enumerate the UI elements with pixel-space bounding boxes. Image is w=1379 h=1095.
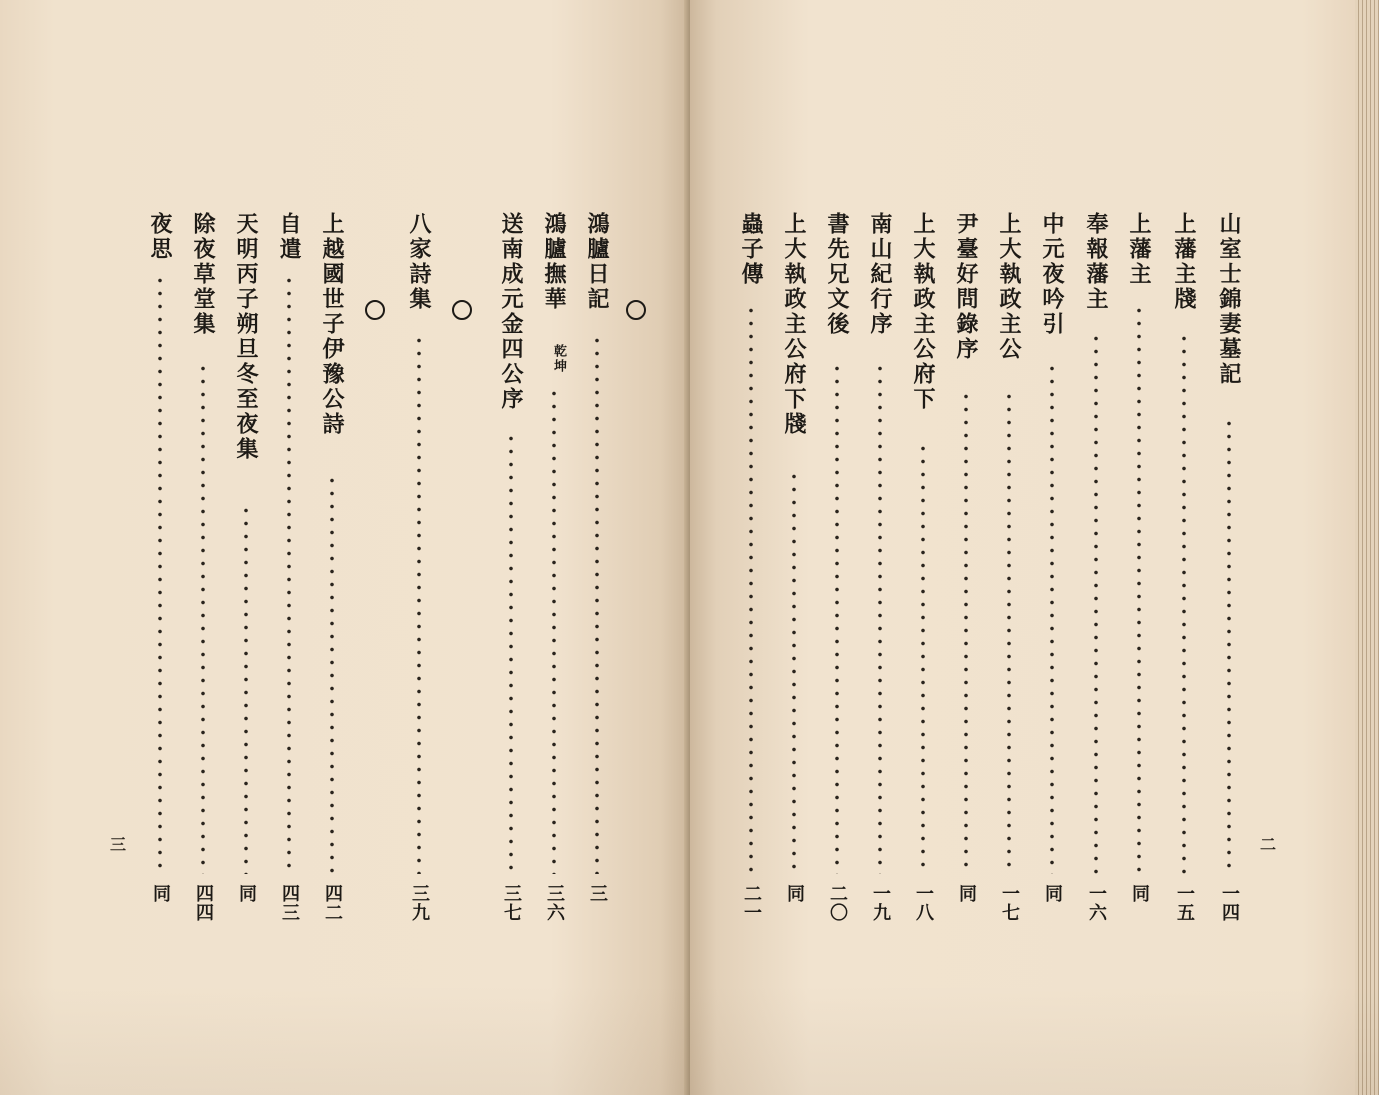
entry-page: 三九: [409, 884, 430, 922]
toc-entry: [229, 212, 263, 922]
entry-page: 三七: [501, 884, 522, 922]
toc-entry: [537, 212, 571, 922]
dot-leader: [330, 474, 334, 874]
entry-title: 送南成元金四公序: [498, 212, 524, 412]
entry-page: 同: [236, 884, 257, 903]
toc-entry: [494, 212, 528, 922]
entry-page: 同: [784, 884, 805, 903]
entry-page: 四三: [279, 884, 300, 922]
section-circle-mark: [365, 300, 385, 320]
entry-page: 二〇: [827, 884, 848, 922]
entry-title: 尹臺好問錄序: [953, 212, 979, 362]
entry-title: 上越國世子伊豫公詩: [319, 212, 345, 437]
entry-page: 同: [956, 884, 977, 903]
dot-leader: [1007, 390, 1011, 874]
dot-leader: [1182, 332, 1186, 874]
entry-title: 蟲子傳: [738, 212, 764, 287]
toc-entry: [734, 212, 768, 922]
entry-note: 乾坤: [551, 344, 566, 374]
entry-title: 鴻臚撫華: [541, 212, 567, 312]
toc-entry: [863, 212, 897, 922]
entry-page: 一六: [1086, 884, 1107, 922]
toc-entry: [402, 212, 436, 922]
left-page: [0, 0, 688, 1095]
entry-page: 一七: [999, 884, 1020, 922]
toc-entry: [1212, 212, 1246, 922]
entry-page: 三六: [544, 884, 565, 922]
page-number: 二: [1260, 835, 1277, 854]
entry-title: 上大執政主公府下牋: [781, 212, 807, 437]
entry-title: 南山紀行序: [867, 212, 893, 337]
entry-title: 除夜草堂集: [190, 212, 216, 337]
toc-entry: [1167, 212, 1201, 922]
toc-entry: [315, 212, 349, 922]
entry-title: 書先兄文後: [824, 212, 850, 337]
entry-title: 上藩主: [1126, 212, 1152, 287]
dot-leader: [417, 334, 421, 874]
dot-leader: [552, 387, 556, 874]
entry-title: 中元夜吟引: [1039, 212, 1065, 337]
entry-page: 同: [150, 884, 171, 903]
dot-leader: [878, 362, 882, 874]
dot-leader: [1137, 304, 1141, 874]
dot-leader: [1050, 362, 1054, 874]
page-number: 三: [110, 835, 127, 854]
toc-entry: [992, 212, 1026, 922]
dot-leader: [921, 442, 925, 874]
entry-title: 上大執政主公府下: [910, 212, 936, 412]
entry-title: 上藩主牋: [1171, 212, 1197, 312]
dot-leader: [964, 390, 968, 874]
toc-entry: [580, 212, 614, 922]
toc-entry: [1035, 212, 1069, 922]
toc-entry: [143, 212, 177, 922]
dot-leader: [201, 362, 205, 874]
dot-leader: [749, 304, 753, 874]
entry-title: 八家詩集: [406, 212, 432, 312]
dot-leader: [1227, 417, 1231, 874]
dot-leader: [509, 432, 513, 874]
entry-title: 自遣: [276, 212, 302, 262]
entry-page: 四二: [322, 884, 343, 922]
entry-page: 同: [1042, 884, 1063, 903]
entry-page: 一九: [870, 884, 891, 922]
right-page: [690, 0, 1355, 1095]
dot-leader: [595, 334, 599, 874]
toc-entry: [820, 212, 854, 922]
toc-entry: [1122, 212, 1156, 922]
dot-leader: [244, 504, 248, 874]
dot-leader: [158, 274, 162, 874]
entry-page: 一四: [1219, 884, 1240, 922]
toc-entry: [186, 212, 220, 922]
entry-title: 上大執政主公: [996, 212, 1022, 362]
entry-title: 奉報藩主: [1083, 212, 1109, 312]
entry-title: 夜思: [147, 212, 173, 262]
entry-page: 三: [587, 884, 608, 903]
entry-title: 鴻臚日記: [584, 212, 610, 312]
entry-page: 一八: [913, 884, 934, 922]
dot-leader: [792, 470, 796, 874]
section-circle-mark: [626, 300, 646, 320]
entry-page: 二一: [741, 884, 762, 922]
entry-page: 一五: [1174, 884, 1195, 922]
toc-entry: [1079, 212, 1113, 922]
entry-title: 山室士錦妻墓記: [1216, 212, 1242, 387]
entry-page: 同: [1129, 884, 1150, 903]
dot-leader: [835, 362, 839, 874]
entry-page: 四四: [193, 884, 214, 922]
dot-leader: [1094, 332, 1098, 874]
dot-leader: [287, 274, 291, 874]
toc-entry: [777, 212, 811, 922]
toc-entry: [949, 212, 983, 922]
page-edges: [1355, 0, 1379, 1095]
section-circle-mark: [452, 300, 472, 320]
toc-entry: [906, 212, 940, 922]
toc-entry: [272, 212, 306, 922]
entry-title: 天明丙子朔旦冬至夜集: [233, 212, 259, 462]
